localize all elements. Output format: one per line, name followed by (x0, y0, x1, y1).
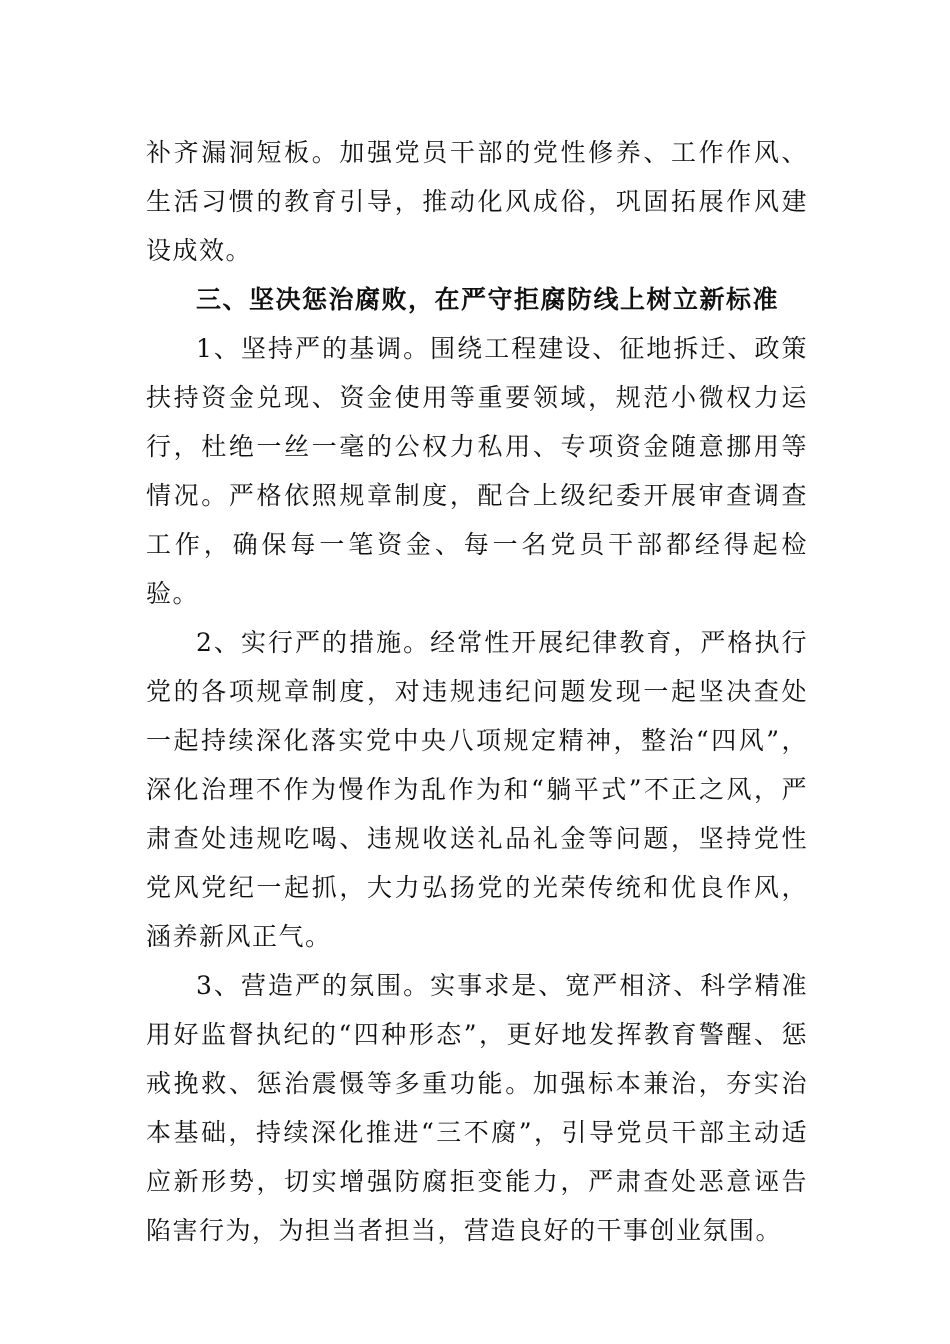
document-page (146, 128, 808, 1255)
paragraph-continuation: 补齐漏洞短板。加强党员干部的党性修养、工作作风、生活习惯的教育引导，推动化风成俗，巩固拓展作风建设成效。 (146, 138, 808, 265)
paragraph-item-2: 2、实行严的措施。经常性开展纪律教育，严格执行党的各项规章制度，对违规违纪问题发现一起坚决查处一起持续深化落实党中央八项规定精神，整治“四风”，深化治理不作为慢作为乱作为和“躺平式”不正之风，严肃查处违规吃喝、违规收送礼品礼金等问题，坚持党性党风党纪一起抓，大力弘扬党的光荣传统和优良作风，涵养新风正气。 (146, 628, 808, 951)
section-heading: 三、坚决惩治腐败，在严守拒腐防线上树立新标准 (196, 285, 780, 314)
paragraph-item-3: 3、营造严的氛围。实事求是、宽严相济、科学精准用好监督执纪的“四种形态”，更好地发挥教育警醒、惩戒挽救、惩治震慑等多重功能。加强标本兼治，夯实治本基础，持续深化推进“三不腐”，引导党员干部主动适应新形势，切实增强防腐拒变能力，严肃查处恶意诬告陷害行为，为担当者担当，营造良好的干事创业氛围。 (146, 971, 808, 1245)
paragraph-item-1: 1、坚持严的基调。围绕工程建设、征地拆迁、政策扶持资金兑现、资金使用等重要领域，规范小微权力运行，杜绝一丝一毫的公权力私用、专项资金随意挪用等情况。严格依照规章制度，配合上级纪委开展审查调查工作，确保每一笔资金、每一名党员干部都经得起检验。 (146, 334, 808, 608)
